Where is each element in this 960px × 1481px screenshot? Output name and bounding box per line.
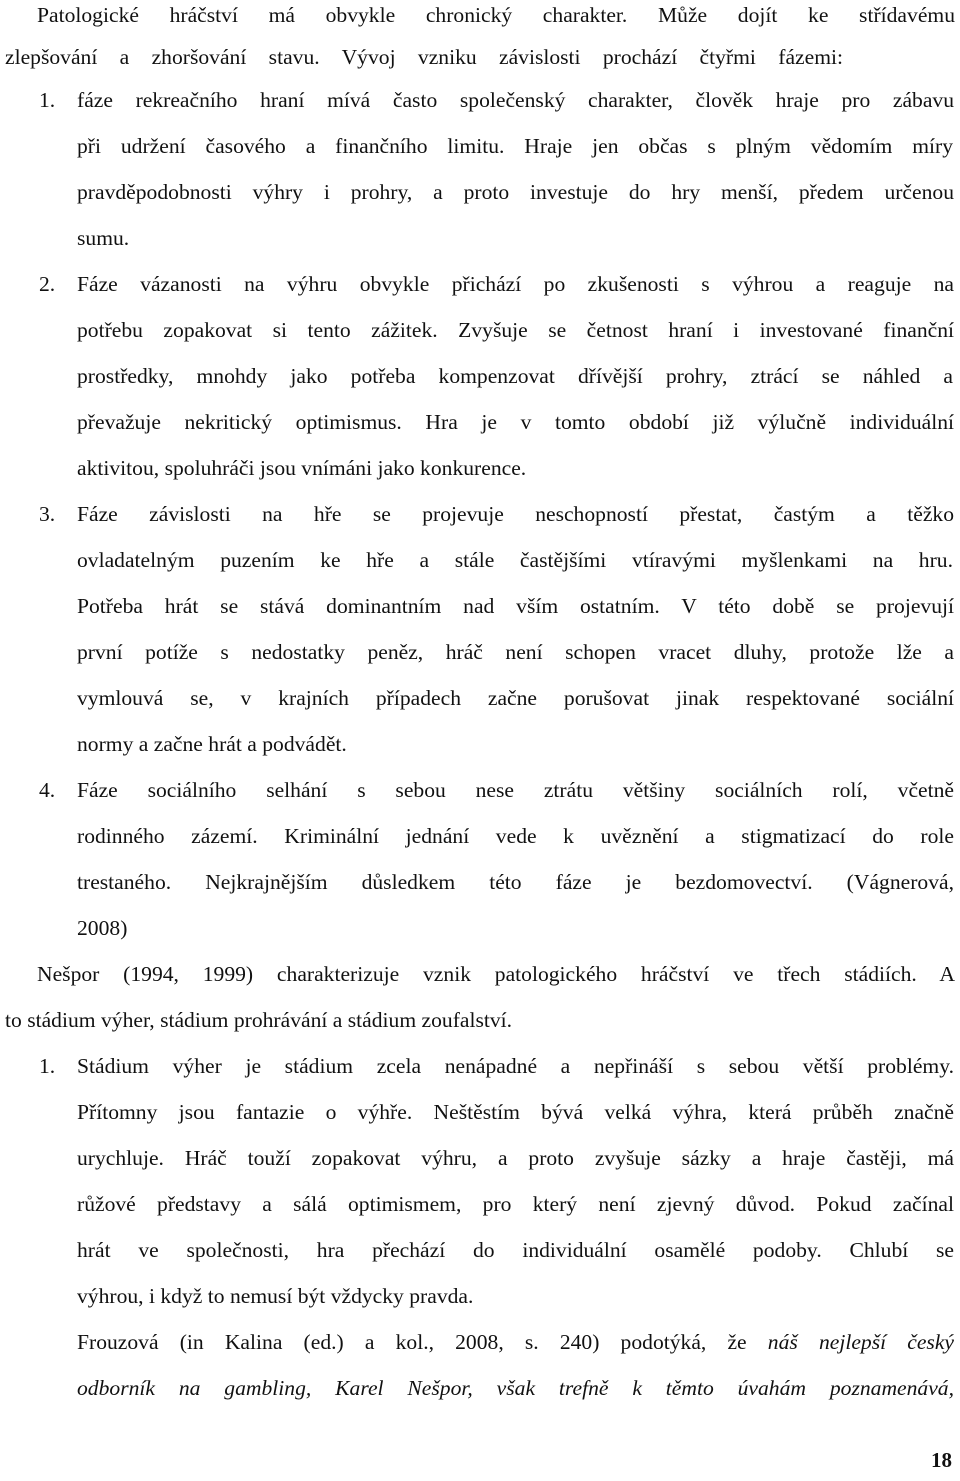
citation-text: Frouzová (in Kalina (ed.) a kol., 2008, s. 240) podotýká, že [77,1330,768,1354]
stage-line: Stádium výher je stádium zcela nenápadné a nepřináší s sebou větší problémy. [77,1054,954,1078]
phase-line: Fáze závislosti na hře se projevuje neschopností přestat, častým a těžko [77,502,954,526]
phase-line: aktivitou, spoluhráči jsou vnímáni jako konkurence. [77,456,527,480]
citation-line [77,1378,954,1400]
phase-line: 2008) [77,916,128,940]
phase-line: potřebu zopakovat si tento zážitek. Zvyšuje se četnost hraní i investované finanční [77,318,954,342]
citation-quote: náš nejlepší český [767,1330,954,1354]
stage-line: růžové představy a sálá optimismem, pro který není zjevný důvod. Pokud začínal [77,1192,954,1216]
citation-quote: odborník na gambling, Karel Nešpor, však trefně k těmto úvahám poznamenává, [77,1376,954,1400]
citation-line [77,1332,954,1354]
phase-line: rodinného zázemí. Kriminální jednání vede k uvěznění a stigmatizací do role [77,824,954,848]
intro-line: zlepšování a zhoršování stavu. Vývoj vzniku závislosti prochází čtyřmi fázemi: [5,45,843,69]
phase-number: 3. [39,502,56,526]
phase-line: při udržení časového a finančního limitu. Hraje jen občas s plným vědomím míry [77,134,953,158]
phase-line: první potíže s nedostatky peněz, hráč není schopen vracet dluhy, protože lže a [77,640,954,664]
stage-line: výhrou, i když to nemusí být vždycky pravda. [77,1284,474,1308]
phase-line: vymlouvá se, v krajních případech začne porušovat jinak respektované sociální [77,686,954,710]
phase-number: 1. [39,88,56,112]
phase-line: prostředky, mnohdy jako potřeba kompenzovat dřívější prohry, ztrácí se náhled a [77,364,953,388]
phase-line: pravděpodobnosti výhry i prohry, a proto investuje do hry menší, předem určenou [77,180,954,204]
phase-line: Fáze sociálního selhání s sebou nese ztrátu většiny sociálních rolí, včetně [77,778,954,802]
phase-line: sumu. [77,226,130,250]
phase-line: ovladatelným puzením ke hře a stále častějšími vtíravými myšlenkami na hru. [77,548,953,572]
stage-line: Přítomny jsou fantazie o výhře. Neštěstím bývá velká výhra, která průběh značně [77,1100,954,1124]
phase-line: trestaného. Nejkrajnějším důsledkem této fáze je bezdomovectví. (Vágnerová, [77,870,954,894]
intro-line: Patologické hráčství má obvykle chronický charakter. Může dojít ke střídavému [37,3,955,27]
phase-line: Potřeba hrát se stává dominantním nad vším ostatním. V této době se projevují [77,594,954,618]
stage-line: urychluje. Hráč touží zopakovat výhru, a proto zvyšuje sázky a hraje častěji, má [77,1146,954,1170]
phase-line: fáze rekreačního hraní mívá často společenský charakter, člověk hraje pro zábavu [77,88,954,112]
phase-number: 2. [39,272,56,296]
paragraph-line: to stádium výher, stádium prohrávání a stádium zoufalství. [5,1008,513,1032]
paragraph-line: Nešpor (1994, 1999) charakterizuje vznik patologického hráčství ve třech stádiích. A [37,962,955,986]
stage-number: 1. [39,1054,56,1078]
phase-line: převažuje nekritický optimismus. Hra je v tomto období již výlučně individuální [77,410,954,434]
phase-line: normy a začne hrát a podvádět. [77,732,347,756]
phase-line: Fáze vázanosti na výhru obvykle přichází po zkušenosti s výhrou a reaguje na [77,272,954,296]
stage-line: hrát ve společnosti, hra přechází do individuální osamělé podoby. Chlubí se [77,1238,954,1262]
page-number: 18 [931,1448,952,1472]
phase-number: 4. [39,778,56,802]
